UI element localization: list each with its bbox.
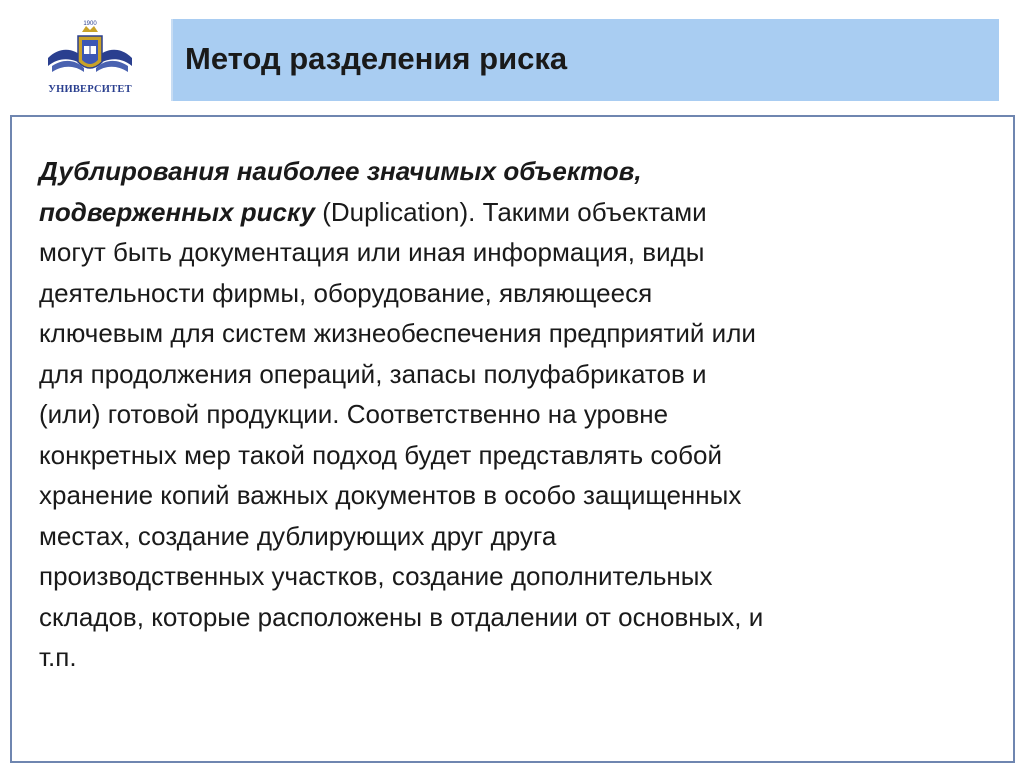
body-line: деятельности фирмы, оборудование, являющееся bbox=[39, 277, 653, 308]
university-logo bbox=[40, 18, 140, 106]
logo-year: 1900 bbox=[83, 21, 97, 27]
body-line: хранение копий важных документов в особо защищенных bbox=[39, 480, 742, 510]
body-line: производственных участков, создание дополнительных bbox=[39, 561, 713, 591]
body-line bbox=[39, 192, 999, 233]
body-line: конкретных мер такой подход будет представлять собой bbox=[39, 439, 722, 470]
body-line: местах, создание дублирующих друг друга bbox=[39, 520, 557, 551]
university-emblem-icon bbox=[40, 18, 140, 84]
body-line: складов, которые расположены в отдалении от основных, и bbox=[39, 601, 764, 632]
body-line-rest: (Duplication). Такими объектами bbox=[314, 196, 707, 227]
logo-caption: УНИВЕРСИТЕТ bbox=[48, 84, 132, 95]
title-bar bbox=[171, 19, 999, 101]
body-line: (или) готовой продукции. Соответственно на уровне bbox=[39, 399, 669, 429]
emphasized-term: подверженных риску bbox=[39, 196, 315, 227]
body-line: для продолжения операций, запасы полуфабрикатов и bbox=[39, 358, 707, 389]
body-line: т.п. bbox=[39, 642, 77, 672]
page-title: Метод разделения риска bbox=[185, 41, 568, 76]
body-line: ключевым для систем жизнеобеспечения предприятий или bbox=[39, 318, 756, 348]
content-frame bbox=[10, 115, 1015, 763]
body-line: Дублирования наиболее значимых объектов, bbox=[39, 156, 642, 186]
body-line: могут быть документация или иная информация, виды bbox=[39, 237, 705, 267]
body-text bbox=[39, 151, 999, 678]
